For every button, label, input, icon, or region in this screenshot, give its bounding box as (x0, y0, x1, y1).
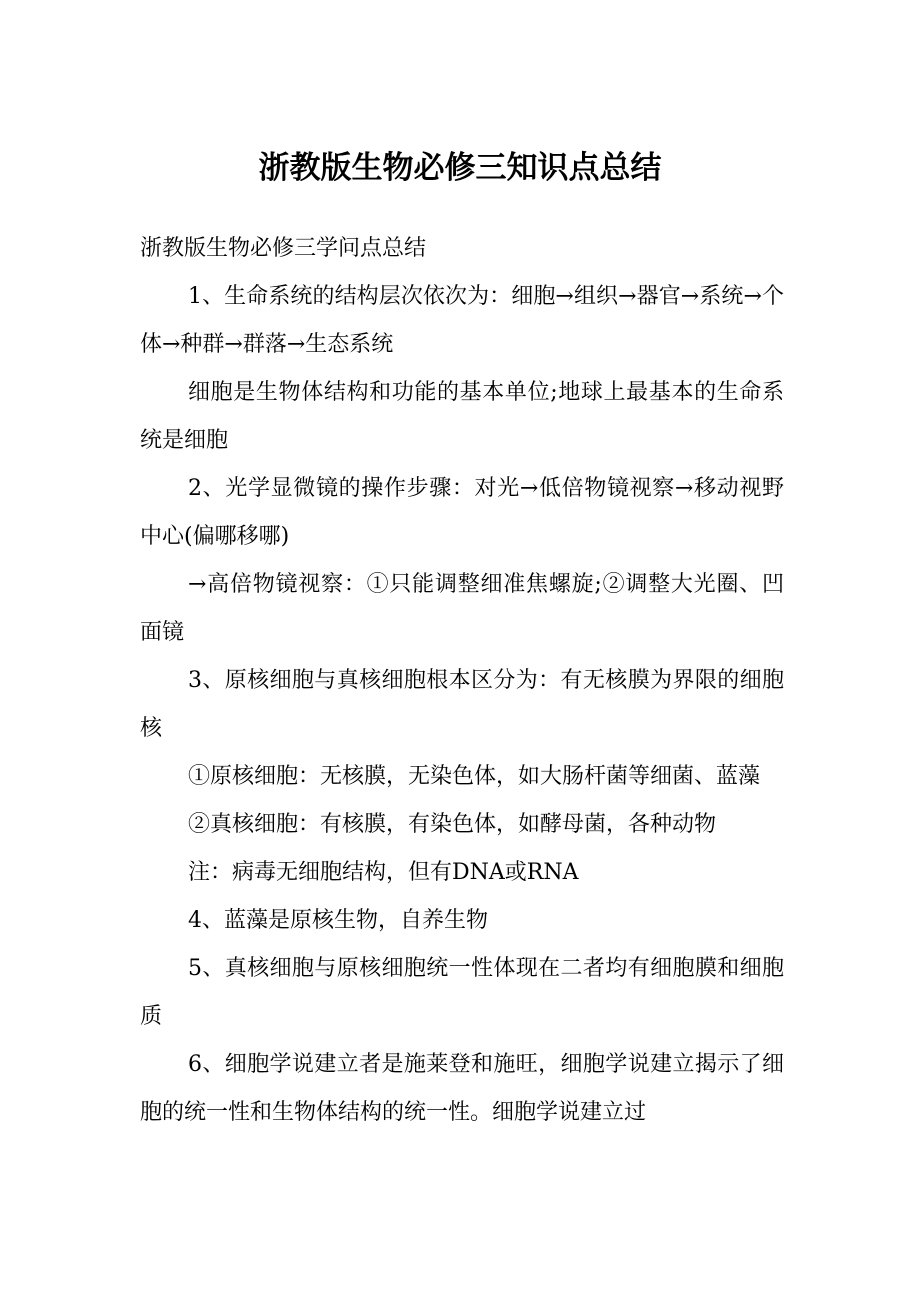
paragraph-1: 1、生命系统的结构层次依次为：细胞→组织→器官→系统→个体→种群→群落→生态系统 (140, 284, 784, 357)
paragraph-7: ②真核细胞：有核膜，有染色体，如酵母菌，各种动物 (188, 812, 717, 837)
document-title: 浙教版生物必修三知识点总结 (258, 150, 662, 186)
document-body (140, 225, 784, 1137)
paragraph-11: 6、细胞学说建立者是施莱登和施旺，细胞学说建立揭示了细胞的统一性和生物体结构的统一性。细胞学说建立过 (140, 1052, 784, 1125)
paragraph-4: →高倍物镜视察：①只能调整细准焦螺旋;②调整大光圈、凹面镜 (140, 572, 784, 645)
paragraph-10: 5、真核细胞与原核细胞统一性体现在二者均有细胞膜和细胞质 (140, 956, 784, 1029)
paragraph-6: ①原核细胞：无核膜，无染色体，如大肠杆菌等细菌、蓝藻 (188, 764, 761, 789)
paragraph-8: 注：病毒无细胞结构，但有DNA或RNA (188, 860, 579, 885)
paragraph-5: 3、原核细胞与真核细胞根本区分为：有无核膜为界限的细胞核 (140, 668, 784, 741)
document-subtitle: 浙教版生物必修三学问点总结 (140, 236, 427, 261)
paragraph-3: 2、光学显微镜的操作步骤：对光→低倍物镜视察→移动视野中心(偏哪移哪) (140, 476, 784, 549)
paragraph-2: 细胞是生物体结构和功能的基本单位;地球上最基本的生命系统是细胞 (140, 380, 784, 453)
paragraph-9: 4、蓝藻是原核生物，自养生物 (188, 908, 488, 933)
